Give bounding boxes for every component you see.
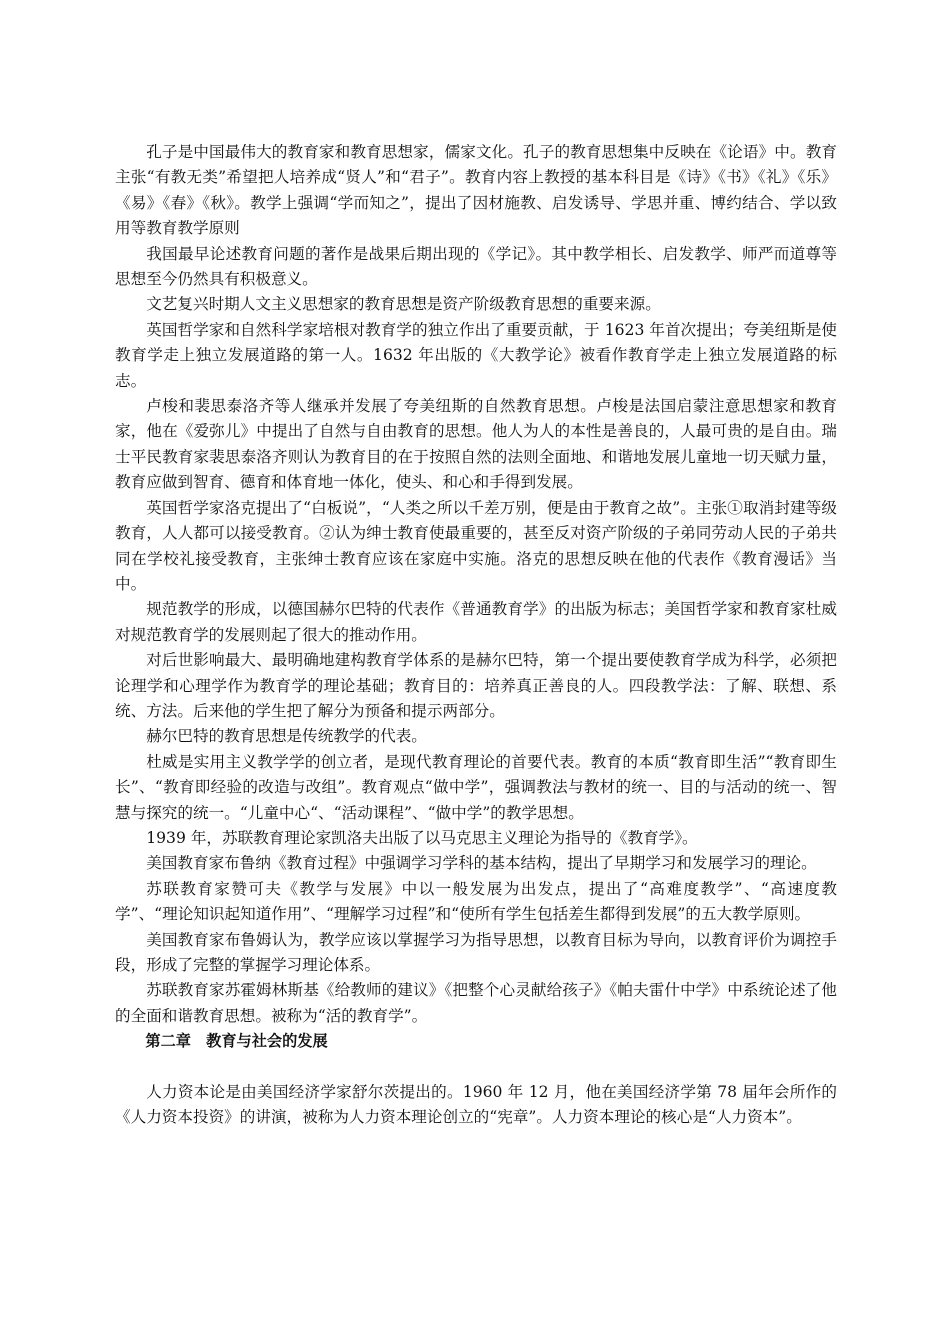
paragraph-human-capital: 人力资本论是由美国经济学家舒尔茨提出的。1960 年 12 月，他在美国经济学第 78 届年会所作的《人力资本投资》的讲演，被称为人力资本理论创立的“宪章”。人力资本理论的核心是“人力资本”。 [115,1082,837,1127]
paragraph-xueji: 我国最早论述教育问题的著作是战果后期出现的《学记》。其中教学相长、启发教学、师严而道尊等思想至今仍然具有积极意义。 [115,244,837,289]
paragraph-sukhomlinsky: 苏联教育家苏霍姆林斯基《给教师的建议》《把整个心灵献给孩子》《帕夫雷什中学》中系统论述了他的全面和谐教育思想。被称为“活的教育学”。 [115,981,837,1025]
paragraph-bloom: 美国教育家布鲁姆认为，教学应该以掌握学习为指导思想，以教育目标为导向，以教育评价为调控手段，形成了完整的掌握学习理论体系。 [115,930,837,974]
paragraph-dewey: 杜威是实用主义教学学的创立者，是现代教育理论的首要代表。教育的本质“教育即生活”“教育即生长”、“教育即经验的改造与改组”。教育观点“做中学”，强调教法与教材的统一、目的与活动的统一、智慧与探究的统一。“儿童中心“、“活动课程”、“做中学”的教学思想。 [115,752,837,822]
paragraph-rousseau-pestalozzi: 卢梭和裴思泰洛齐等人继承并发展了夸美纽斯的自然教育思想。卢梭是法国启蒙注意思想家和教育家，他在《爱弥儿》中提出了自然与自由教育的思想。他人为人的本性是善良的，人最可贵的是自由。瑞士平民教育家裴思泰洛齐则认为教育目的在于按照自然的法则全面地、和谐地发展儿童地一切天赋力量，教育应做到智育、德育和体育地一体化，使头、和心和手得到发展。 [115,397,837,492]
paragraph-bruner: 美国教育家布鲁纳《教育过程》中强调学习学科的基本结构，提出了早期学习和发展学习的理论。 [146,854,817,873]
paragraph-normative-pedagogy: 规范教学的形成，以德国赫尔巴特的代表作《普通教育学》的出版为标志；美国哲学家和教育家杜威对规范教育学的发展则起了很大的推动作用。 [115,600,837,644]
section-spacer [115,1055,837,1080]
paragraph-confucius: 孔子是中国最伟大的教育家和教育思想家，儒家文化。孔子的教育思想集中反映在《论语》中。教育主张“有教无类”希望把人培养成“贤人”和“君子”。教育内容上教授的基本科目是《诗》《书》《礼》《乐》《易》《春》《秋》。教学上强调“学而知之”，提出了因材施教、启发诱导、学思并重、博约结合、学以致用等教育教学原则 [115,143,837,238]
document-page [115,140,837,1130]
paragraph-zankov: 苏联教育家赞可夫《教学与发展》中以一般发展为出发点，提出了“高难度教学”、“高速度教学”、“理论知识起知道作用”、“理解学习过程”和“使所有学生包括差生都得到发展”的五大教学原则。 [115,879,837,924]
paragraph-bacon-comenius: 英国哲学家和自然科学家培根对教育学的独立作出了重要贡献，于 1623 年首次提出；夸美纽斯是使教育学走上独立发展道路的第一人。1632 年出版的《大教学论》被看作教育学走上独立发展道路的标志。 [115,320,837,390]
paragraph-herbart-system: 对后世影响最大、最明确地建构教育学体系的是赫尔巴特，第一个提出要使教育学成为科学，必须把论理学和心理学作为教育学的理论基础；教育目的：培养真正善良的人。四段教学法：了解、联想、系统、方法。后来他的学生把了解分为预备和提示两部分。 [115,651,837,720]
paragraph-herbart-tradition: 赫尔巴特的教育思想是传统教学的代表。 [146,727,427,746]
paragraph-renaissance: 文艺复兴时期人文主义思想家的教育思想是资产阶级教育思想的重要来源。 [146,295,661,314]
paragraph-locke: 英国哲学家洛克提出了“白板说”，“人类之所以千差万别，便是由于教育之故”。主张①取消封建等级教育，人人都可以接受教育。②认为绅士教育使最重要的，甚至反对资产阶级的子弟同劳动人民的子弟共同在学校礼接受教育，主张绅士教育应该在家庭中实施。洛克的思想反映在他的代表作《教育漫话》当中。 [115,498,837,593]
chapter-heading: 第二章 教育与社会的发展 [145,1032,328,1051]
paragraph-kairov: 1939 年，苏联教育理论家凯洛夫出版了以马克思主义理论为指导的《教育学》。 [146,828,698,847]
